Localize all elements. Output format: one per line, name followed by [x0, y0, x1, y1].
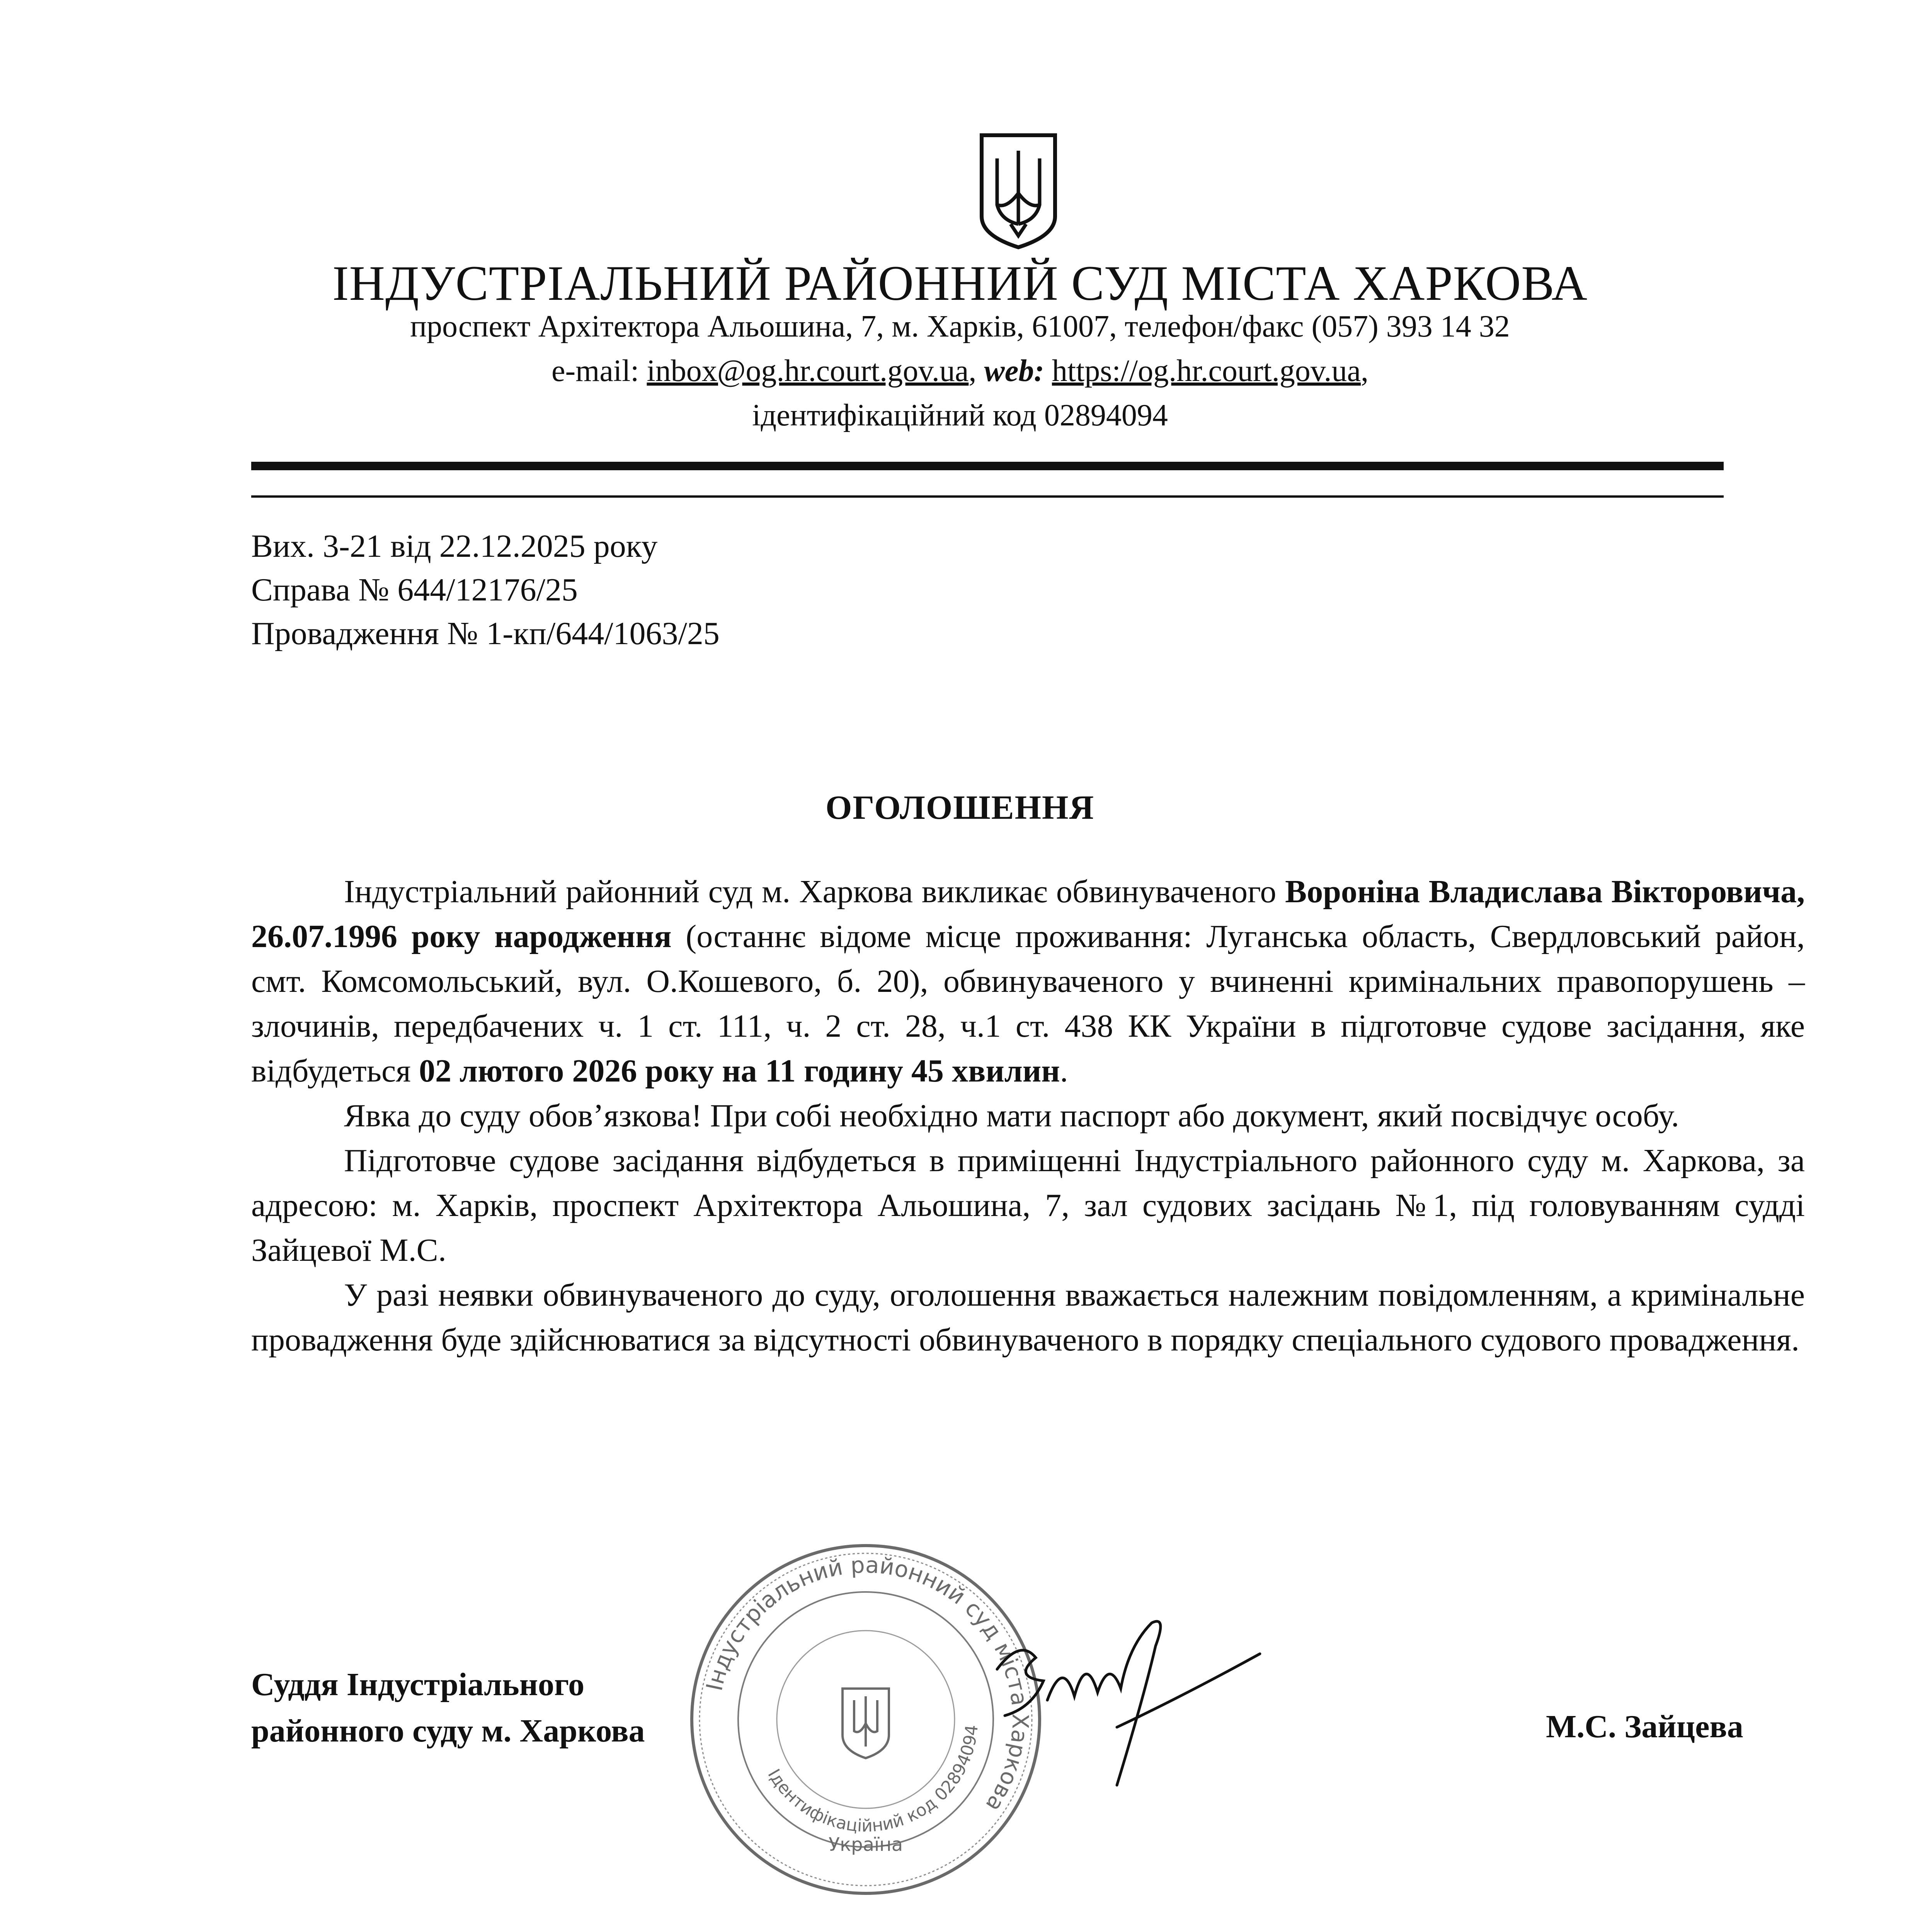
trident-emblem-icon — [974, 128, 1063, 251]
contact-separator: , — [969, 354, 984, 388]
judge-position — [251, 1662, 645, 1754]
email-label: e-mail: — [551, 354, 647, 388]
page-title: ОГОЛОШЕННЯ — [825, 789, 1095, 827]
announcement-body — [251, 869, 1805, 1362]
handwritten-signature — [989, 1600, 1268, 1801]
hearing-datetime: 02 лютого 2026 року на 11 годину 45 хвилин — [419, 1053, 1060, 1089]
accused-name: Вороніна Владислава Вікторовича, 26.07.1996 року народження — [251, 874, 1805, 954]
court-address: проспект Архітектора Альошина, 7, м. Харків, 61007, телефон/факс (057) 393 14 32 — [410, 310, 1510, 344]
web-link[interactable]: https://og.hr.court.gov.ua — [1052, 354, 1361, 388]
header-divider-thick — [251, 462, 1724, 470]
web-label: web: — [984, 354, 1044, 388]
paragraph-location: Підготовче судове засідання відбудеться в приміщенні Індустріального районного суду м. Харкова, за адресою: м. Харків, проспект Архітектора Альошина, 7, зал судових засідань №1, під головуванням судді Зайцевої М.С. — [251, 1143, 1805, 1268]
header-divider-thin — [251, 495, 1724, 498]
email-link[interactable]: inbox@og.hr.court.gov.ua — [647, 354, 969, 388]
paragraph-summons — [251, 869, 1805, 1094]
court-contacts — [0, 354, 1920, 389]
contact-trail: , — [1361, 354, 1369, 388]
outgoing-number: Вих. 3-21 від 22.12.2025 року — [251, 528, 658, 564]
judge-name: М.С. Зайцева — [1546, 1709, 1743, 1745]
p1-text-c: (останнє відоме місце проживання: Луганська область, Свердловський район, смт. Комсомольський, вул. О.Кошевого, б. 20), обвинуваченого у вчиненні кримінальних правопорушень – злочинів, передбачених ч. 1 ст. 111, ч. 2 ст. 28, ч.1 ст. 438 КК України в підготовче судове засідання, яке відбудеться — [251, 918, 1805, 1089]
court-id-code: ідентифікаційний код 02894094 — [752, 398, 1168, 432]
stamp-inner-text: Ідентифікаційний код 02894094 — [764, 1724, 982, 1836]
p1-text-e: . — [1060, 1053, 1068, 1089]
case-number: Справа № 644/12176/25 — [251, 572, 578, 608]
proceeding-number: Провадження № 1-кп/644/1063/25 — [251, 616, 720, 651]
judge-position-line2: районного суду м. Харкова — [251, 1713, 645, 1749]
stamp-country: Україна — [828, 1834, 903, 1855]
paragraph-absence: У разі неявки обвинуваченого до суду, оголошення вважається належним повідомленням, а кримінальне провадження буде здійснюватися за відсутності обвинуваченого в порядку спеціального судового провадження. — [251, 1277, 1805, 1358]
p1-text-a: Індустріальний районний суд м. Харкова викликає обвинуваченого — [344, 874, 1285, 910]
paragraph-attendance: Явка до суду обов’язкова! При собі необхідно мати паспорт або документ, який посвідчує особу. — [344, 1098, 1679, 1134]
judge-position-line1: Суддя Індустріального — [251, 1667, 585, 1702]
stamp-outer-text: Індустріальний районний суд міста Харкова — [701, 1551, 1034, 1817]
court-name: ІНДУСТРІАЛЬНИЙ РАЙОННИЙ СУД МІСТА ХАРКОВА — [332, 256, 1588, 311]
